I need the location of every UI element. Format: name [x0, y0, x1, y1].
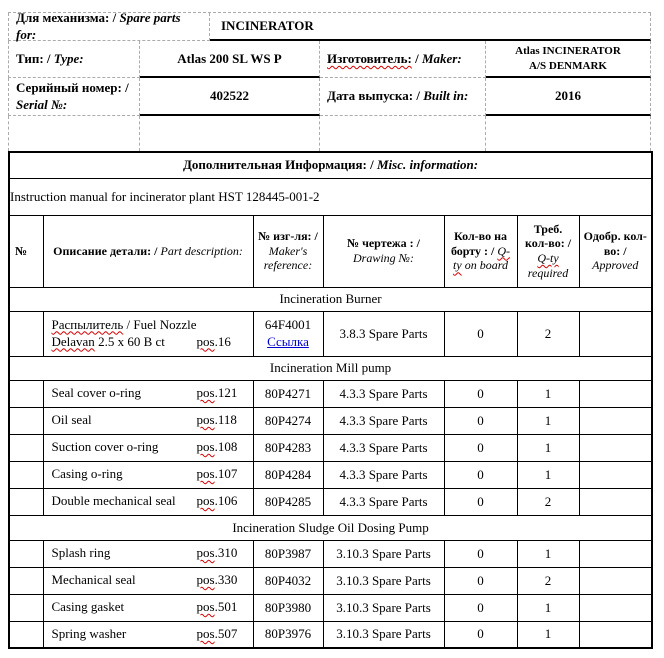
label-en: Built in:: [423, 88, 469, 104]
part-position: [197, 493, 238, 510]
instruction-note: Instruction manual for incinerator plant HST 128445-001-2: [9, 178, 652, 215]
qty-on-board: 0: [444, 488, 517, 515]
col-header-qty-required: [517, 215, 579, 287]
type-maker-row: [8, 41, 651, 78]
drawing-ref: 3.8.3 Spare Parts: [323, 311, 444, 356]
maker-ref: 80P4032: [253, 567, 323, 594]
drawing-ref: 4.3.3 Spare Parts: [323, 434, 444, 461]
instruction-note-row: [9, 178, 652, 215]
qty-on-board: 0: [444, 407, 517, 434]
label-ru: Изготовитель:: [327, 50, 412, 66]
maker-label: [320, 41, 486, 78]
pos-word: pos: [196, 466, 215, 482]
col-header-no: №: [9, 215, 43, 287]
drawing-ref: 4.3.3 Spare Parts: [323, 488, 444, 515]
row-number-cell: [9, 311, 43, 356]
table-row: [9, 434, 652, 461]
col-en-qty: Q-ty: [453, 243, 511, 273]
serial-value: 402522: [140, 78, 320, 116]
col-en: on board: [461, 258, 508, 273]
col-en: Part description:: [160, 243, 243, 258]
pos-word: pos: [196, 412, 215, 428]
qty-on-board: 0: [444, 380, 517, 407]
part-position: [197, 545, 238, 562]
drawing-ref: 4.3.3 Spare Parts: [323, 461, 444, 488]
pos-word: pos: [196, 545, 215, 561]
label-en: Maker:: [421, 50, 462, 66]
label-separator: /: [121, 80, 129, 96]
empty-cell: [8, 116, 140, 151]
part-name: Seal cover o-ring: [51, 385, 142, 401]
part-name: Casing gasket: [51, 599, 125, 615]
qty-required: 1: [517, 621, 579, 648]
maker-ref: 64F4001: [264, 316, 312, 332]
qty-required: 1: [517, 461, 579, 488]
part-description-cell: [43, 488, 253, 515]
qty-approved: [579, 567, 652, 594]
qty-on-board: 0: [444, 594, 517, 621]
drawing-ref: 4.3.3 Spare Parts: [323, 380, 444, 407]
row-number-cell: [9, 380, 43, 407]
qty-approved: [579, 407, 652, 434]
part-name-en: Delavan: [51, 333, 95, 349]
pos-number: .501: [214, 599, 238, 615]
part-description-cell: [43, 594, 253, 621]
label-en: Type:: [53, 50, 84, 66]
part-position: [197, 626, 238, 643]
table-row: [9, 311, 652, 356]
row-number-cell: [9, 621, 43, 648]
qty-on-board: 0: [444, 621, 517, 648]
pos-number: .108: [214, 439, 238, 455]
maker-ref: 80P3976: [253, 621, 323, 648]
part-description-cell: [43, 567, 253, 594]
col-ru: Одобр. кол-во: /: [583, 229, 647, 258]
qty-approved: [579, 488, 652, 515]
pos-number: .121: [214, 385, 238, 401]
qty-required: 2: [517, 567, 579, 594]
drawing-ref: 4.3.3 Spare Parts: [323, 407, 444, 434]
col-header-maker-ref: [253, 215, 323, 287]
row-number-cell: [9, 407, 43, 434]
part-description-cell: [43, 380, 253, 407]
part-position: [197, 334, 231, 351]
col-en: required: [527, 265, 569, 280]
table-row: [9, 621, 652, 648]
maker-ref: 80P3980: [253, 594, 323, 621]
description-line-2: [44, 334, 253, 351]
part-position: [197, 385, 238, 402]
qty-approved: [579, 540, 652, 567]
qty-required: 2: [517, 311, 579, 356]
pos-number: .507: [214, 625, 238, 641]
label-en: Serial №:: [16, 96, 68, 112]
drawing-ref: 3.10.3 Spare Parts: [323, 594, 444, 621]
part-name: Suction cover o-ring: [51, 439, 159, 455]
col-ru: № чертежа : /: [347, 236, 420, 251]
row-number-cell: [9, 488, 43, 515]
empty-cell: [320, 116, 486, 151]
pos-word: pos: [196, 572, 215, 588]
part-name-rest: 2.5 x 60 В ct: [94, 333, 165, 349]
built-in-value: 2016: [486, 78, 651, 116]
qty-on-board: 0: [444, 540, 517, 567]
parts-table: [8, 151, 653, 649]
spare-parts-for-row: [8, 10, 651, 42]
label-separator: /: [411, 50, 422, 66]
label-ru: Серийный номер:: [16, 80, 122, 96]
qty-on-board: 0: [444, 311, 517, 356]
col-ru: № изг-ля: /: [258, 229, 318, 244]
col-en: Maker's reference:: [263, 243, 313, 273]
qty-approved: [579, 380, 652, 407]
part-name: Casing o-ring: [51, 466, 123, 482]
col-en-qty: Q-ty: [537, 251, 559, 265]
empty-cell: [140, 116, 320, 151]
row-number-cell: [9, 434, 43, 461]
part-name-ru: Распылитель: [51, 316, 124, 332]
part-position: [197, 466, 238, 483]
col-ru: Описание детали: /: [53, 243, 161, 258]
part-name-rest: / Fuel Nozzle: [123, 316, 197, 332]
drawing-ref: 3.10.3 Spare Parts: [323, 567, 444, 594]
qty-required: 1: [517, 434, 579, 461]
pos-number: .106: [214, 493, 238, 509]
section-title: Incineration Sludge Oil Dosing Pump: [9, 515, 652, 540]
part-name: Oil seal: [51, 412, 92, 428]
label-separator: /: [413, 88, 424, 104]
type-value: Atlas 200 SL WS P: [140, 41, 320, 78]
type-label: [8, 41, 140, 78]
maker-ref: 80P4285: [253, 488, 323, 515]
qty-approved: [579, 434, 652, 461]
column-header-row: [9, 215, 652, 287]
misc-info-header: [9, 152, 652, 178]
drawing-ref: 3.10.3 Spare Parts: [323, 621, 444, 648]
part-description-cell: [43, 311, 253, 356]
maker-value-line2: A/S DENMARK: [529, 59, 607, 72]
pos-word: pos: [196, 439, 215, 455]
serial-label: [8, 78, 140, 116]
qty-required: 2: [517, 488, 579, 515]
row-number-cell: [9, 461, 43, 488]
pos-number: .310: [214, 545, 238, 561]
part-position: [197, 439, 238, 456]
col-header-drawing: [323, 215, 444, 287]
pos-number: .330: [214, 572, 238, 588]
reference-link[interactable]: Ссылка: [267, 333, 309, 349]
table-row: [9, 407, 652, 434]
table-row: [9, 488, 652, 515]
section-title: Incineration Burner: [9, 287, 652, 311]
label-en: Spare parts for:: [16, 10, 181, 42]
spare-parts-document: [8, 12, 651, 649]
label-separator: /: [43, 50, 54, 66]
maker-ref: 80P4284: [253, 461, 323, 488]
part-position: [197, 412, 237, 429]
part-name: Splash ring: [51, 545, 111, 561]
table-row: [9, 567, 652, 594]
table-row: [9, 461, 652, 488]
description-line-1: [44, 317, 253, 334]
table-row: [9, 594, 652, 621]
misc-ru: Дополнительная Информация:: [182, 157, 367, 173]
pos-word: pos: [196, 493, 215, 509]
misc-separator: /: [366, 157, 377, 173]
part-name: Double mechanical seal: [51, 493, 176, 509]
spare-parts-for-label: [8, 10, 210, 42]
part-description-cell: [43, 407, 253, 434]
table-row: [9, 540, 652, 567]
label-ru: Тип:: [16, 50, 44, 66]
qty-required: 1: [517, 540, 579, 567]
qty-on-board: 0: [444, 461, 517, 488]
pos-number: .16: [214, 333, 231, 349]
maker-value-line1: Atlas INCINERATOR: [515, 45, 621, 58]
maker-ref: 80P4274: [253, 407, 323, 434]
col-en: Approved: [592, 258, 639, 273]
table-row: [9, 380, 652, 407]
misc-info-header-row: [9, 152, 652, 178]
qty-approved: [579, 311, 652, 356]
misc-en: Misc. information:: [376, 157, 479, 173]
row-number-cell: [9, 567, 43, 594]
maker-ref: 80P4271: [253, 380, 323, 407]
qty-on-board: 0: [444, 567, 517, 594]
pos-word: pos: [196, 385, 215, 401]
maker-ref: 80P4283: [253, 434, 323, 461]
part-name: Mechanical seal: [51, 572, 136, 588]
part-position: [197, 599, 238, 616]
col-en: Drawing №:: [353, 251, 414, 265]
section-header-mill-pump: [9, 356, 652, 380]
row-number-cell: [9, 594, 43, 621]
label-ru: Дата выпуска:: [327, 88, 414, 104]
maker-ref-cell: [253, 311, 323, 356]
part-description-cell: [43, 434, 253, 461]
qty-approved: [579, 621, 652, 648]
drawing-ref: 3.10.3 Spare Parts: [323, 540, 444, 567]
row-number-cell: [9, 540, 43, 567]
col-ru: Треб. кол-во: /: [524, 221, 572, 251]
section-header-burner: [9, 287, 652, 311]
empty-header-row: [8, 116, 651, 151]
part-name: Spring washer: [51, 625, 127, 641]
col-header-description: [43, 215, 253, 287]
label-ru: Для механизма:: [16, 10, 110, 26]
qty-required: 1: [517, 594, 579, 621]
qty-required: 1: [517, 407, 579, 434]
equipment-header: [8, 12, 651, 151]
qty-on-board: 0: [444, 434, 517, 461]
qty-required: 1: [517, 380, 579, 407]
part-description-cell: [43, 621, 253, 648]
pos-word: pos: [196, 625, 215, 641]
maker-ref: 80P3987: [253, 540, 323, 567]
col-header-approved: [579, 215, 652, 287]
built-in-label: [320, 78, 486, 116]
spare-parts-for-value: INCINERATOR: [210, 13, 651, 41]
section-header-sludge-pump: [9, 515, 652, 540]
col-header-qty-on-board: [444, 215, 517, 287]
col-ru: Кол-во на борту : /: [450, 229, 507, 258]
pos-word: pos: [196, 599, 215, 615]
section-title: Incineration Mill pump: [9, 356, 652, 380]
pos-word: pos: [196, 333, 215, 349]
label-separator: /: [109, 10, 120, 26]
pos-number: .107: [214, 466, 238, 482]
serial-built-row: [8, 78, 651, 116]
empty-cell: [486, 116, 651, 151]
part-position: [197, 572, 238, 589]
part-description-cell: [43, 540, 253, 567]
maker-value: [486, 41, 651, 78]
part-description-cell: [43, 461, 253, 488]
qty-approved: [579, 461, 652, 488]
pos-number: .118: [214, 412, 237, 428]
qty-approved: [579, 594, 652, 621]
